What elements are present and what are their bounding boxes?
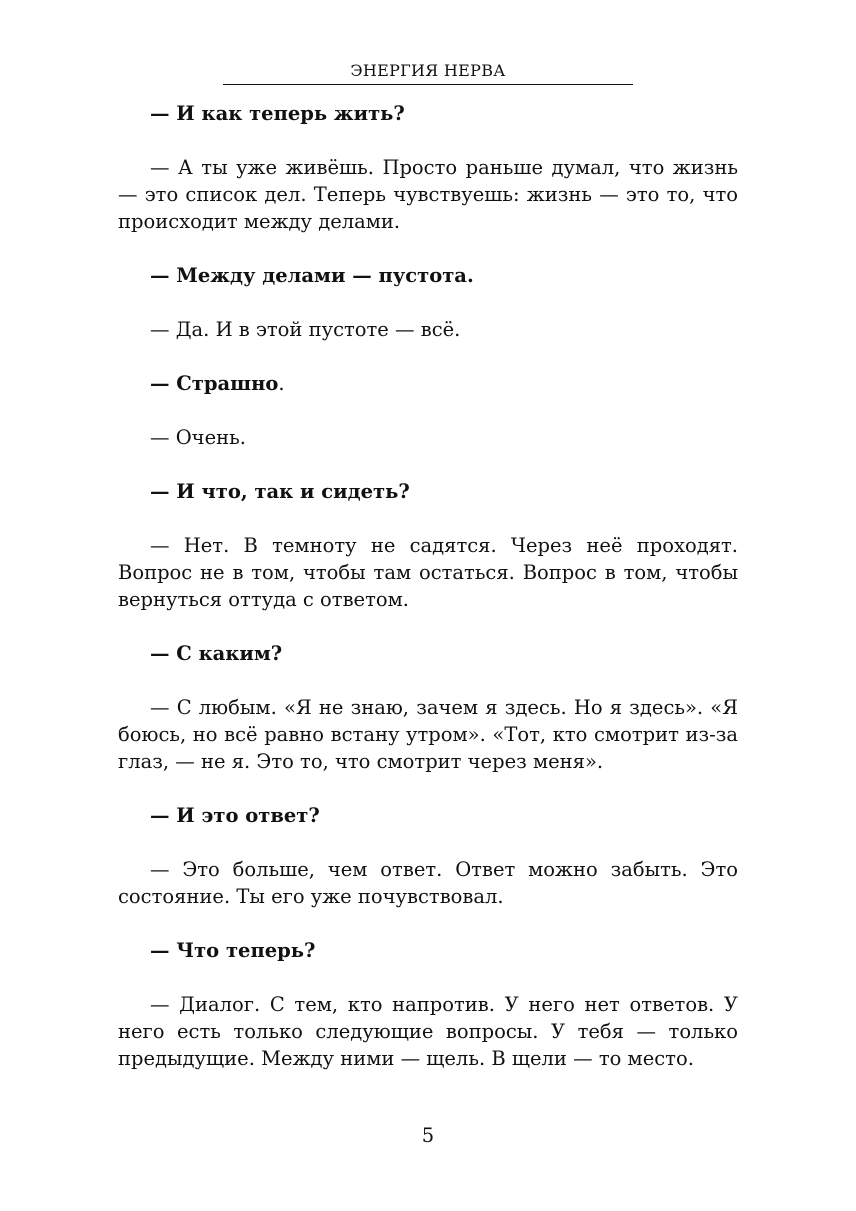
dialogue-text (118, 100, 738, 1099)
question-paragraph (118, 370, 738, 397)
question-tail: . (278, 372, 285, 395)
answer-paragraph: — А ты уже живёшь. Просто раньше думал, что жизнь — это список дел. Теперь чувствуешь: жизнь — это то, что происходит между делами. (118, 156, 738, 233)
question-paragraph: — Между делами — пустота. (150, 264, 474, 287)
answer-paragraph: — Очень. (150, 426, 246, 449)
running-title: ЭНЕРГИЯ НЕРВА (350, 61, 506, 80)
question-paragraph: — И это ответ? (150, 804, 320, 827)
question-paragraph: — И как теперь жить? (150, 102, 405, 125)
answer-paragraph: — Это больше, чем ответ. Ответ можно забыть. Это состояние. Ты его уже почувствовал. (118, 858, 738, 908)
question-paragraph: — С каким? (150, 642, 283, 665)
answer-paragraph: — Диалог. С тем, кто напротив. У него нет ответов. У него есть только следующие вопросы. У тебя — только предыдущие. Между ними — щель. В щели — то место. (118, 993, 738, 1070)
page-number: 5 (421, 1124, 435, 1147)
question-text: — Страшно (150, 372, 279, 395)
answer-paragraph: — С любым. «Я не знаю, зачем я здесь. Но я здесь». «Я боюсь, но всё равно встану утром». «Тот, кто смотрит из-за глаз, — не я. Это то, что смотрит через меня». (118, 696, 738, 773)
question-paragraph: — Что теперь? (150, 939, 316, 962)
header-rule (223, 84, 633, 85)
question-paragraph: — И что, так и сидеть? (150, 480, 410, 503)
answer-paragraph: — Нет. В темноту не садятся. Через неё проходят. Вопрос не в том, чтобы там остаться. Вопрос в том, чтобы вернуться оттуда с ответом. (118, 534, 738, 611)
answer-paragraph: — Да. И в этой пустоте — всё. (150, 318, 461, 341)
